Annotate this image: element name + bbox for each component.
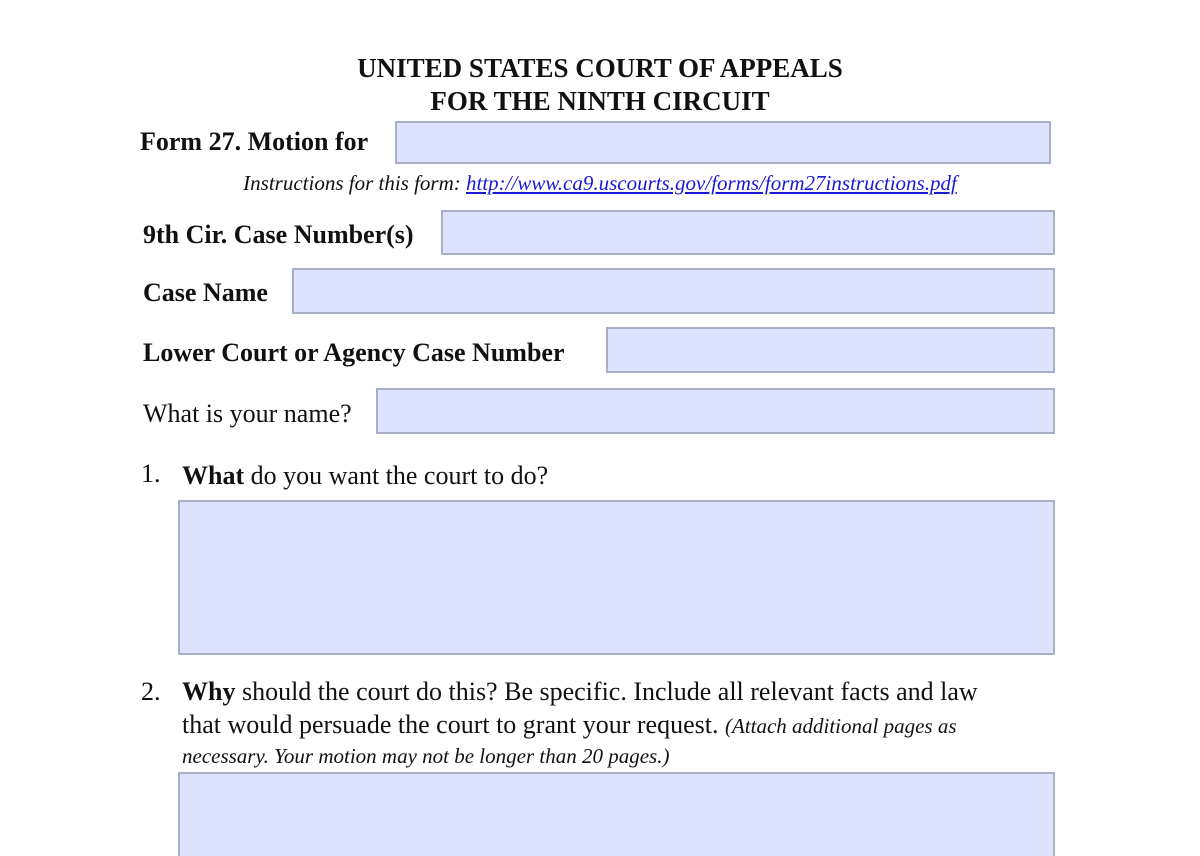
question-1-textarea[interactable] (178, 500, 1055, 655)
question-1-rest: do you want the court to do? (244, 461, 549, 490)
question-2-number: 2. (141, 677, 161, 706)
your-name-label: What is your name? (143, 399, 352, 428)
question-1-number: 1. (141, 459, 161, 488)
case-name-label: Case Name (143, 278, 268, 307)
question-1-text (182, 460, 548, 492)
question-2-line2-italic: (Attach additional pages as (724, 714, 957, 738)
court-name-line2: FOR THE NINTH CIRCUIT (430, 86, 770, 116)
question-2-textarea[interactable] (178, 772, 1055, 856)
question-1-bold: What (182, 461, 245, 490)
motion-for-label: Form 27. Motion for (140, 127, 369, 156)
case-name-input[interactable] (292, 268, 1055, 314)
question-2-line2 (182, 709, 957, 742)
court-name-line1: UNITED STATES COURT OF APPEALS (357, 53, 843, 83)
instructions-prefix: Instructions for this form: (243, 171, 467, 195)
lower-court-label: Lower Court or Agency Case Number (143, 338, 565, 367)
lower-court-input[interactable] (606, 327, 1055, 373)
instructions-line (0, 170, 1200, 196)
case-numbers-label: 9th Cir. Case Number(s) (143, 220, 414, 249)
motion-for-input[interactable] (395, 121, 1051, 164)
instructions-link[interactable]: http://www.ca9.uscourts.gov/forms/form27instructions.pdf (466, 171, 957, 195)
case-numbers-input[interactable] (441, 210, 1055, 255)
question-2-rest: should the court do this? Be specific. Include all relevant facts and law (235, 677, 978, 706)
question-2-line2-text: that would persuade the court to grant your request. (182, 710, 725, 739)
your-name-input[interactable] (376, 388, 1055, 434)
question-2-line3: necessary. Your motion may not be longer than 20 pages.) (182, 744, 670, 768)
question-2-line1 (182, 676, 978, 708)
question-2-bold: Why (182, 677, 236, 706)
